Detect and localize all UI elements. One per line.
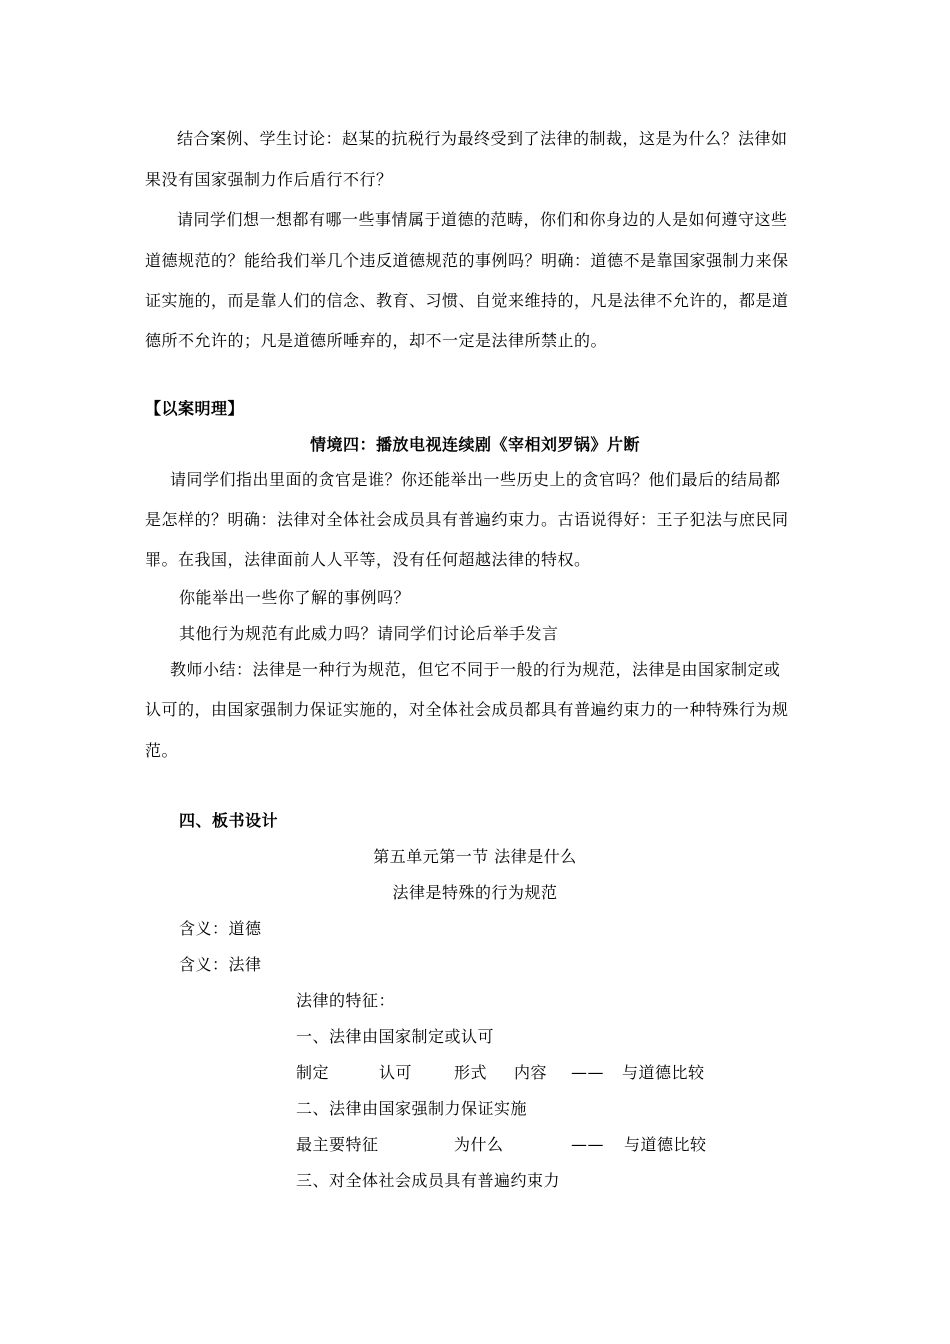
feature-2-item-main: 最主要特征	[296, 1135, 379, 1154]
teacher-summary-line-1: 教师小结：法律是一种行为规范，但它不同于一般的行为规范，法律是由国家制定或	[170, 660, 781, 679]
teacher-summary-line-2: 认可的，由国家强制力保证实施的，对全体社会成员都具有普遍约束力的一种特殊行为规	[145, 700, 789, 719]
feature-2-dash: ——	[571, 1135, 604, 1154]
meaning-law: 含义：法律	[179, 955, 262, 974]
feature-1-compare: 与道德比较	[622, 1063, 705, 1082]
scenario-paragraph-line-2: 是怎样的？明确：法律对全体社会成员具有普遍约束力。古语说得好：王子犯法与庶民同	[145, 510, 789, 529]
case-discussion-line-1: 结合案例、学生讨论：赵某的抗税行为最终受到了法律的制裁，这是为什么？法律如	[177, 129, 788, 148]
scenario-paragraph-line-3: 罪。在我国，法律面前人人平等，没有任何超越法律的特权。	[145, 550, 591, 569]
question-line-2: 其他行为规范有此威力吗？请同学们讨论后举手发言	[179, 624, 559, 643]
morality-paragraph-line-1: 请同学们想一想都有哪一些事情属于道德的范畴，你们和你身边的人是如何遵守这些	[177, 210, 788, 229]
feature-3: 三、对全体社会成员具有普遍约束力	[296, 1171, 561, 1190]
morality-paragraph-line-2: 道德规范的？能给我们举几个违反道德规范的事例吗？明确：道德不是靠国家强制力来保	[145, 251, 789, 270]
morality-paragraph-line-4: 德所不允许的；凡是道德所唾弃的，却不一定是法律所禁止的。	[145, 331, 608, 350]
feature-1-item-content: 内容	[514, 1063, 548, 1082]
board-subtitle: 法律是特殊的行为规范	[392, 883, 558, 902]
scenario-title: 情境四：播放电视连续剧《宰相刘罗锅》片断	[309, 435, 640, 454]
feature-1-dash: ——	[571, 1063, 604, 1082]
scenario-paragraph-line-1: 请同学们指出里面的贪官是谁？你还能举出一些历史上的贪官吗？他们最后的结局都	[170, 470, 781, 489]
question-line-1: 你能举出一些你了解的事例吗？	[179, 588, 411, 607]
example-section-heading: 【以案明理】	[145, 399, 245, 418]
teacher-summary-line-3: 范。	[145, 741, 179, 760]
feature-2-compare: 与道德比较	[624, 1135, 707, 1154]
board-title: 第五单元第一节 法律是什么	[373, 847, 577, 866]
feature-1: 一、法律由国家制定或认可	[296, 1027, 495, 1046]
meaning-morality: 含义：道德	[179, 919, 262, 938]
morality-paragraph-line-3: 证实施的，而是靠人们的信念、教育、习惯、自觉来维持的，凡是法律不允许的，都是道	[145, 291, 789, 310]
board-design-heading: 四、板书设计	[179, 811, 279, 830]
case-discussion-line-2: 果没有国家强制力作后盾行不行？	[145, 170, 393, 189]
feature-2-item-why: 为什么	[454, 1135, 504, 1154]
feature-2: 二、法律由国家强制力保证实施	[296, 1099, 528, 1118]
features-label: 法律的特征：	[296, 991, 396, 1010]
feature-1-item-make: 制定	[296, 1063, 330, 1082]
feature-1-item-recognize: 认可	[379, 1063, 413, 1082]
feature-1-item-form: 形式	[454, 1063, 488, 1082]
